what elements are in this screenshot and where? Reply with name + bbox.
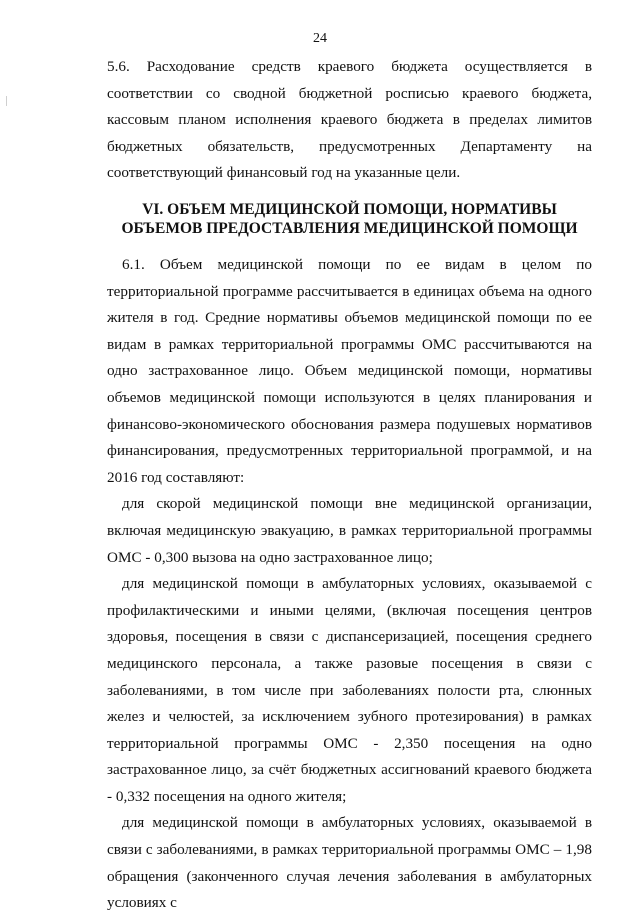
paragraph-emergency-care: для скорой медицинской помощи вне медицинской организации, включая медицинскую эвакуацию, в рамках территориальной программы ОМС - 0,300 вызова на одно застрахованное лицо;	[107, 495, 592, 566]
section-6-heading-line-1: VI. ОБЪЕМ МЕДИЦИНСКОЙ ПОМОЩИ, НОРМАТИВЫ	[142, 201, 557, 218]
section-5-6-block	[107, 54, 592, 187]
section-6-body	[107, 252, 592, 917]
paragraph-ambulatory-prevention: для медицинской помощи в амбулаторных условиях, оказываемой с профилактическими и иными целями, (включая посещения центров здоровья, посещения в связи с диспансеризацией, посещения среднего медицинского персонала, а также разовые посещения в связи с заболеваниями, в том числе при заболеваниях полости рта, слюнных желез и челюстей, за исключением зубного протезирования) в рамках территориальной программы ОМС - 2,350 посещения на одно застрахованное лицо, за счёт бюджетных ассигнований краевого бюджета - 0,332 посещения на одного жителя;	[107, 575, 592, 805]
paragraph-5-6: 5.6. Расходование средств краевого бюджета осуществляется в соответствии со сводной бюджетной росписью краевого бюджета, кассовым планом исполнения краевого бюджета в пределах лимитов бюджетных обязательств, предусмотренных Департаменту на соответствующий финансовый год на указанные цели.	[107, 58, 592, 182]
paragraph-6-1: 6.1. Объем медицинской помощи по ее видам в целом по территориальной программе рассчитывается в единицах объема на одного жителя в год. Средние нормативы объемов медицинской помощи по ее видам в рамках территориальной программы ОМС рассчитываются на одно застрахованное лицо. Объем медицинской помощи, нормативы объемов медицинской помощи используются в целях планирования и финансово-экономического обоснования размера подушевых нормативов финансирования, предусмотренных территориальной программой, и на 2016 год составляют:	[107, 256, 592, 486]
section-6-heading	[107, 200, 592, 238]
paragraph-ambulatory-disease: для медицинской помощи в амбулаторных условиях, оказываемой в связи с заболеваниями, в рамках территориальной программы ОМС – 1,98 обращения (законченного случая лечения заболевания в амбулаторных условиях с	[107, 814, 592, 912]
margin-mark	[6, 96, 7, 106]
section-6-heading-line-2: ОБЪЕМОВ ПРЕДОСТАВЛЕНИЯ МЕДИЦИНСКОЙ ПОМОЩИ	[121, 220, 578, 237]
page-number: 24	[313, 31, 327, 46]
